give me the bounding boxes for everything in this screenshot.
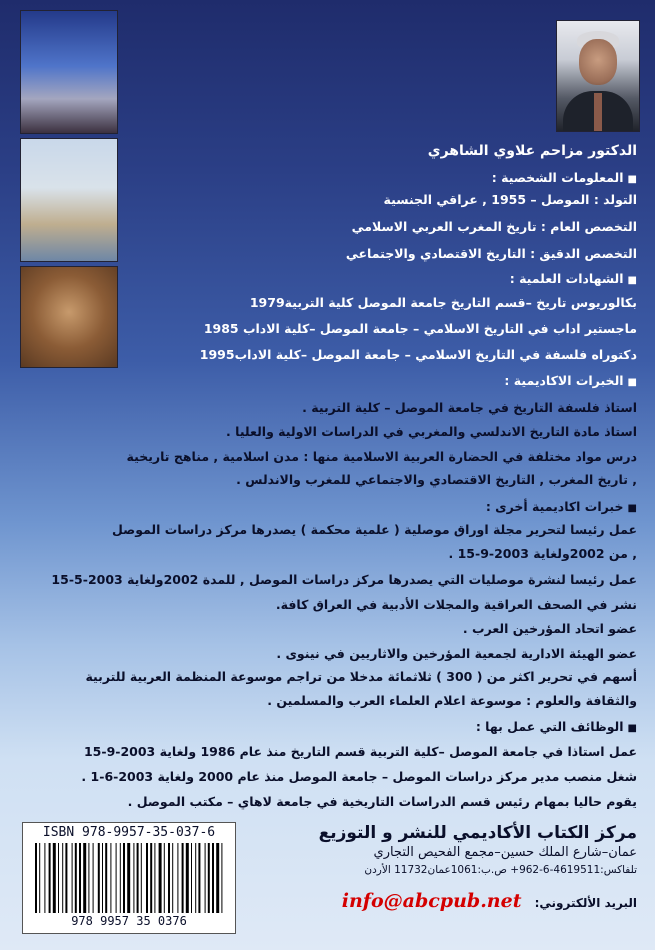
heading-personal-info: ■المعلومات الشخصية : <box>491 170 637 185</box>
bio-line: درس مواد مختلفة في الحضارة العربية الاسلامية منها : مدن اسلامية , مناهج تاريخية <box>126 449 637 464</box>
bullet-square-icon: ■ <box>627 275 637 286</box>
bio-line: يقوم حاليا بمهام رئيس قسم الدراسات التاريخية في جامعة لاهاي – مكتب الموصل . <box>127 794 637 809</box>
isbn-number: ISBN 978-9957-35-037-6 <box>42 825 216 840</box>
bio-line: عضو الهيئة الادارية لجمعية المؤرخين والاثاريين في نينوى . <box>276 646 637 661</box>
bio-line: عضو اتحاد المؤرخين العرب . <box>462 621 637 636</box>
bullet-square-icon: ■ <box>627 377 637 388</box>
isbn-digits: 978 9957 35 0376 <box>71 914 187 928</box>
publisher-info <box>277 822 637 912</box>
publisher-email-link[interactable]: info@abcpub.net <box>341 890 522 912</box>
email-label: البريد الألكتروني: <box>534 896 637 910</box>
publisher-email-row <box>342 890 637 912</box>
bio-line: بكالوريوس تاريخ –قسم التاريخ جامعة الموصل كلية التربية1979 <box>249 295 637 310</box>
bio-line: استاذ فلسفة التاريخ في جامعة الموصل – كلية التربية . <box>302 400 637 415</box>
bio-line: عمل رئيسا لنشرة موصليات التي يصدرها مركز دراسات الموصل , للمدة 2002ولغاية 2003-5-15 <box>51 572 637 587</box>
bio-line: أسهم في تحرير اكثر من ( 300 ) ثلاثمائة مدخلا من تراجم موسوعة المنظمة العربية للتربية <box>85 669 637 684</box>
heading-positions: ■الوظائف التي عمل بها : <box>475 719 637 734</box>
heading-certificates: ■الشهادات العلمية : <box>509 271 637 286</box>
bullet-square-icon: ■ <box>627 503 637 514</box>
bio-line: نشر في الصحف العراقية والمجلات الأدبية في العراق كافة. <box>275 597 637 612</box>
bio-line: استاذ مادة التاريخ الاندلسي والمغربي في الدراسات الاولية والعليا . <box>226 424 637 439</box>
bio-line: التخصص العام : تاريخ المغرب العربي الاسلامي <box>351 219 637 234</box>
publisher-address: عمان–شارع الملك حسين–مجمع الفحيص التجاري <box>373 845 637 860</box>
barcode-icon <box>33 843 225 913</box>
bio-line: والثقافة والعلوم : موسوعة اعلام العلماء العرب والمسلمين . <box>267 693 637 708</box>
bio-line: التولد : الموصل – 1955 , عراقي الجنسية <box>383 192 637 207</box>
bio-line: , تاريخ المغرب , التاريخ الاقتصادي والاجتماعي للمغرب والاندلس . <box>236 472 637 487</box>
dome-interior-photo <box>20 266 118 368</box>
heading-academic-experience: ■الخبرات الاكاديمية : <box>504 373 637 388</box>
bio-line: شغل منصب مدير مركز دراسات الموصل – جامعة الموصل منذ عام 2000 ولغاية 2003-6-1 . <box>81 769 637 784</box>
heading-other-experience: ■خبرات اكاديمية أخرى : <box>485 499 637 514</box>
bio-line: , من 2002ولغاية 2003-9-15 . <box>448 546 637 561</box>
bio-line: التخصص الدقيق : التاريخ الاقتصادي والاجتماعي <box>345 246 637 261</box>
publisher-phone: تلفاكس:4619511-6-962+ ص.ب:1061عمان11732 الأردن <box>364 864 637 876</box>
author-name: الدكتور مزاحم علاوي الشاهري <box>427 143 637 159</box>
bio-line: عمل رئيسا لتحرير مجلة اوراق موصلية ( علمية محكمة ) يصدرها مركز دراسات الموصل <box>111 522 637 537</box>
bio-line: دكتوراه فلسفة في التاريخ الاسلامي – جامعة الموصل –كلية الاداب1995 <box>199 347 637 362</box>
author-photo <box>556 20 640 132</box>
bullet-square-icon: ■ <box>627 723 637 734</box>
bio-line: عمل استاذا في جامعة الموصل –كلية التربية قسم التاريخ منذ عام 1986 ولغاية 2003-9-15 <box>83 744 637 759</box>
bullet-square-icon: ■ <box>627 174 637 185</box>
bio-line: ماجستير اداب في التاريخ الاسلامي – جامعة الموصل –كلية الاداب 1985 <box>203 321 637 336</box>
isbn-barcode <box>22 822 236 934</box>
mosque-photo <box>20 10 118 134</box>
minaret-photo <box>20 138 118 262</box>
publisher-name: مركز الكتاب الأكاديمي للنشر و التوزيع <box>318 823 637 843</box>
